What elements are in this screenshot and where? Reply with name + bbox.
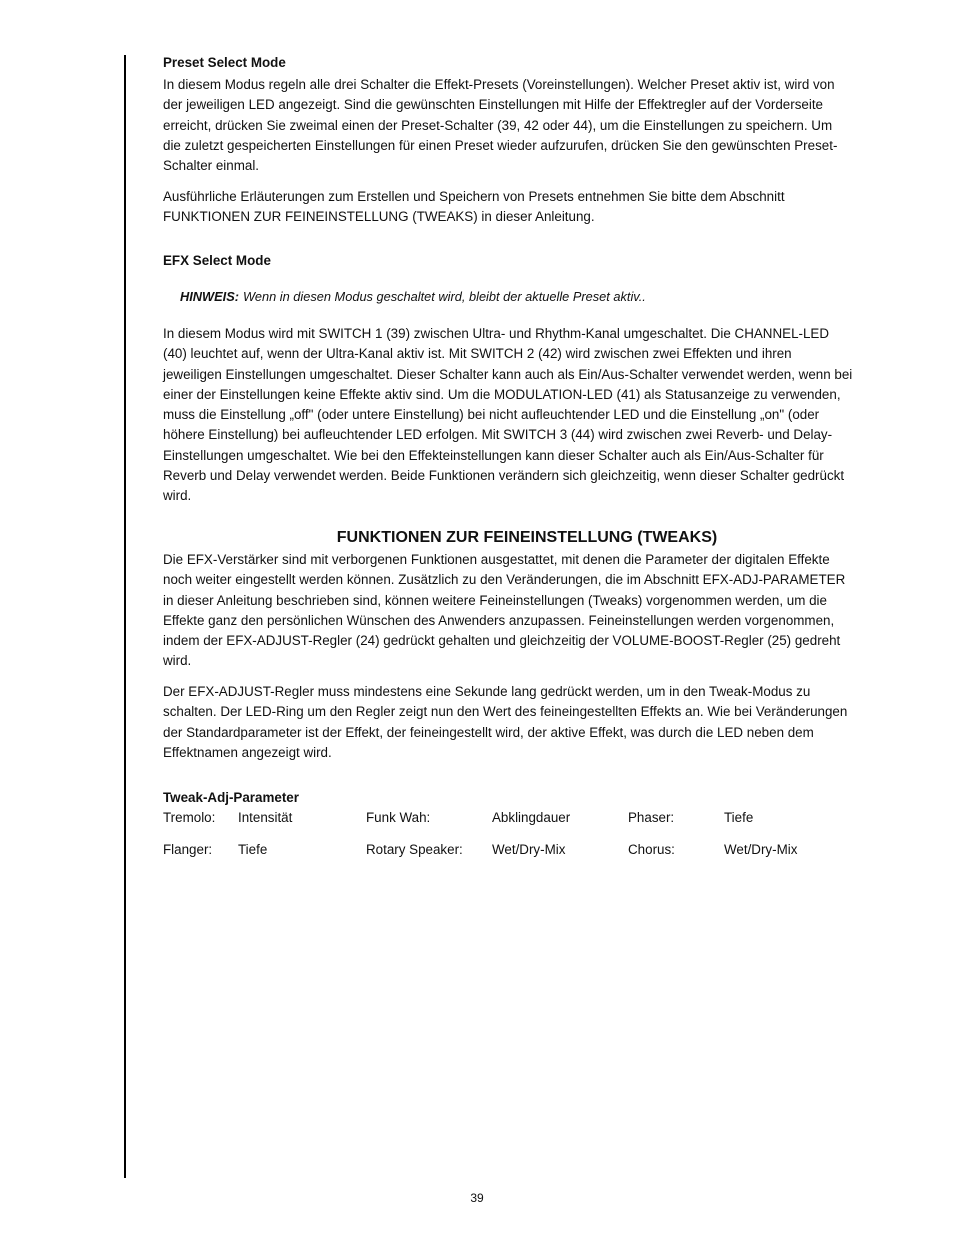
tweak-parameter: Wet/Dry-Mix (492, 842, 566, 857)
text-line: die zuletzt gespeicherten Einstellungen für einen Preset wieder aufzurufen, drücken Sie den gewünschten Preset- (163, 137, 838, 153)
tweak-parameter: Wet/Dry-Mix (724, 842, 798, 857)
text-line: höhere Einstellung) bei aufleuchtender LED erfolgen. Mit SWITCH 3 (44) wird zwischen zwei Reverb- und Delay- (163, 427, 833, 443)
text-line: noch weiter eingestellt werden können. Zusätzlich zu den Veränderungen, die im Abschnitt EFX-ADJ-PARAMETER (163, 572, 846, 588)
tweak-effect-name: Rotary Speaker: (366, 842, 463, 857)
hinweis-text: Wenn in diesen Modus geschaltet wird, bleibt der aktuelle Preset aktiv.. (243, 289, 646, 304)
tweak-parameter: Abklingdauer (492, 810, 571, 825)
text-line: schalten. Der LED-Ring um den Regler zeigt nun den Wert des feineingestellten Effekts an. Wie bei Veränderungen (163, 704, 848, 720)
text-line: Effekte ganz den persönlichen Wünschen des Anwenders anzupassen. Feineinstellungen werden vorgenommen, (163, 612, 835, 628)
preset-select-paragraph-2 (163, 187, 891, 228)
text-line: Schalter einmal. (163, 158, 260, 174)
text-line: FUNKTIONEN ZUR FEINEINSTELLUNG (TWEAKS) in dieser Anleitung. (163, 209, 595, 225)
page-number: 39 (470, 1191, 484, 1205)
tweak-table-row (163, 808, 891, 828)
hinweis-label: HINWEIS: (180, 289, 240, 304)
text-line: jeweiligen Einstellungen umgeschaltet. Dieser Schalter kann auch als Ein/Aus-Schalter verwendet werden, wenn bei (163, 366, 853, 382)
tweaks-section-heading: FUNKTIONEN ZUR FEINEINSTELLUNG (TWEAKS) (336, 529, 718, 546)
tweak-adj-parameter-heading: Tweak-Adj-Parameter (163, 790, 299, 805)
tweak-parameter: Tiefe (238, 842, 268, 857)
tweak-table-row (163, 840, 891, 860)
text-line: muss die Einstellung „off" (oder untere Einstellung) bei nicht aufleuchtender LED und die Einstellung „on" (oder (163, 407, 820, 423)
tweak-effect-name: Chorus: (628, 842, 675, 857)
text-line: der jeweiligen LED angezeigt. Sind die gewünschten Einstellungen mit Hilfe der Effektregler auf der Vorderseite (163, 97, 823, 113)
tweaks-paragraph-1 (163, 550, 891, 672)
text-line: der Standardparameter ist der Effekt, der feineingestellt wird, der aktive Effekt, was durch die LED neben dem (163, 724, 814, 740)
hinweis-note (180, 287, 891, 307)
text-line: erreicht, drücken Sie zweimal einen der Preset-Schalter (39, 42 oder 44), um die Einstellungen zu speichern. Um (163, 117, 833, 133)
text-line: (40) leuchtet auf, wenn der Ultra-Kanal aktiv ist. Mit SWITCH 2 (42) wird zwischen zwei Effekten und ihren (163, 346, 792, 362)
text-line: wird. (163, 488, 192, 504)
text-line: indem der EFX-ADJUST-Regler (24) gedrückt gehalten und gleichzeitig der VOLUME-BOOST-Regler (25) gedreht (163, 633, 841, 649)
tweak-effect-name: Flanger: (163, 842, 213, 857)
efx-select-paragraph (163, 324, 891, 507)
tweak-effect-name: Tremolo: (163, 810, 216, 825)
text-line: Ausführliche Erläuterungen zum Erstellen und Speichern von Presets entnehmen Sie bitte dem Abschnitt (163, 189, 785, 204)
text-line: wird. (163, 653, 192, 669)
text-line: Die EFX-Verstärker sind mit verborgenen Funktionen ausgestattet, mit denen die Parameter der digitalen Effekte (163, 552, 830, 567)
margin-rule (124, 55, 126, 1178)
efx-select-heading: EFX Select Mode (163, 253, 271, 268)
tweak-effect-name: Funk Wah: (366, 810, 431, 825)
text-line: Effektnamen angezeigt wird. (163, 744, 332, 760)
tweak-effect-name: Phaser: (628, 810, 675, 825)
text-line: In diesem Modus regeln alle drei Schalter die Effekt-Presets (Voreinstellungen). Welcher Preset aktiv ist, wird von (163, 77, 835, 92)
tweaks-paragraph-2 (163, 682, 891, 763)
tweak-parameter: Tiefe (724, 810, 754, 825)
text-line: in dieser Anleitung beschrieben sind, können weitere Feineinstellungen (Tweaks) vorgenommen werden, um die (163, 592, 827, 608)
text-line: Einstellungen umgeschaltet. Wie bei den Effekteinstellungen kann dieser Schalter auch als Ein/Aus-Schalter für (163, 447, 824, 463)
text-line: Reverb und Delay verwendet werden. Beide Funktionen verändern sich gleichzeitig, wenn dieser Schalter gedrückt (163, 468, 845, 484)
text-line: Der EFX-ADJUST-Regler muss mindestens eine Sekunde lang gedrückt werden, um in den Tweak-Modus zu (163, 684, 811, 699)
text-line: einer der Einstellungen keine Effekte aktiv sind. Um die MODULATION-LED (41) als Statusanzeige zu verwenden, (163, 386, 841, 402)
tweak-parameter: Intensität (238, 810, 293, 825)
preset-select-heading: Preset Select Mode (163, 55, 286, 70)
text-line: In diesem Modus wird mit SWITCH 1 (39) zwischen Ultra- und Rhythm-Kanal umgeschaltet. Die CHANNEL-LED (163, 326, 830, 341)
preset-select-paragraph-1 (163, 75, 891, 176)
